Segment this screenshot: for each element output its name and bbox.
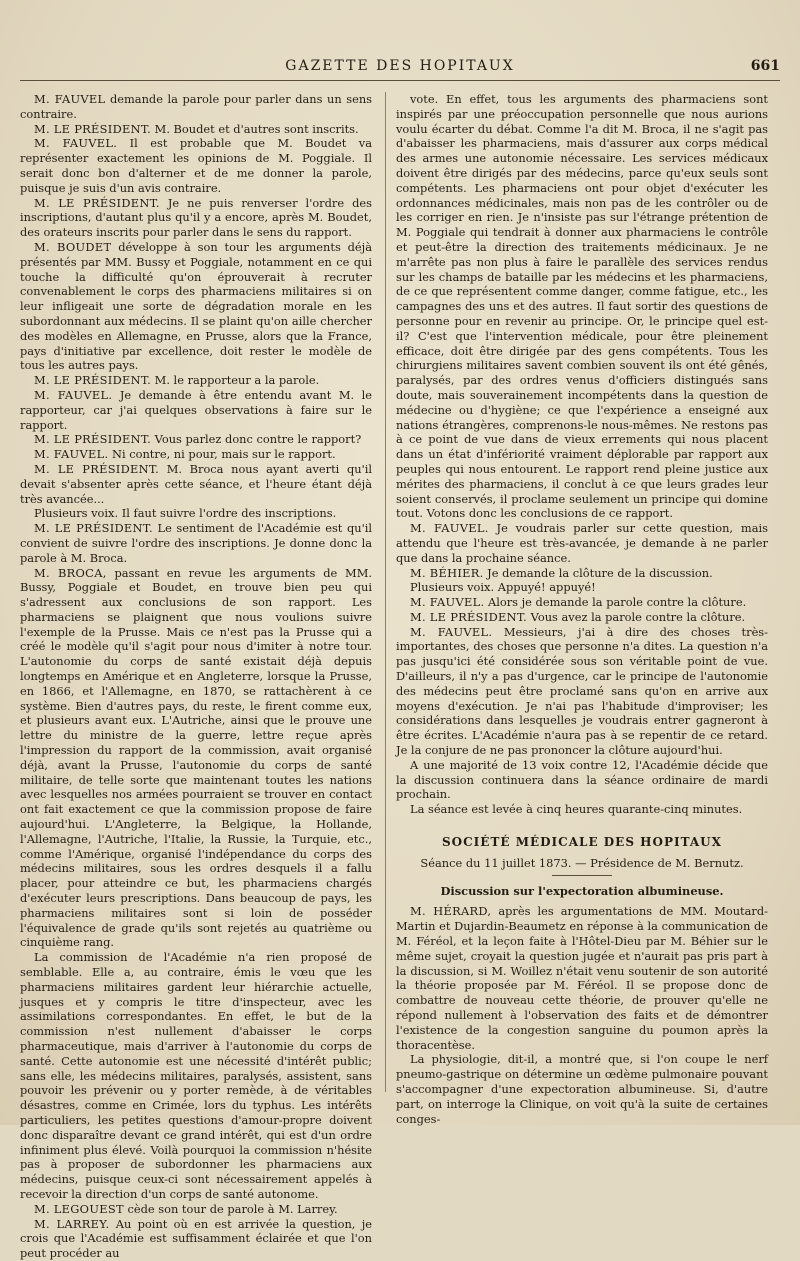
paragraph-text: cède son tour de parole à M. Larrey. bbox=[127, 1201, 338, 1216]
paragraph bbox=[20, 92, 372, 122]
speaker-name: M. LE PRÉSIDENT. bbox=[34, 461, 160, 476]
column-divider bbox=[385, 92, 386, 1092]
right-column bbox=[396, 92, 769, 1126]
society-session: Séance du 11 juillet 1873. — Présidence de M. Bernutz. bbox=[420, 855, 744, 870]
paragraph-text: La physiologie, dit-il, a montré que, si l'on coupe le nerf pneumo-gastrique on détermine un œdème pulmonaire pouvant s'accompagner d'une expectoration albumineuse. Si, d'autre part, on interroge la Clinique, on voit qu'à la suite de certaines conges- bbox=[396, 1052, 768, 1126]
paragraph-text: M. Broca nous ayant averti qu'il devait s'absenter après cette séance, et l'heure étant déjà très avancée... bbox=[20, 461, 372, 506]
paragraph-text: Il est probable que M. Boudet va représenter exactement les opinions de M. Poggiale. Il serait donc bon d'alterner et de me donner la parole, puisque je suis d'un avis contraire. bbox=[20, 136, 373, 195]
paragraph-text: Au point où en est arrivée la question, je crois que l'Académie est suffisamment éclairée et que l'on peut procéder au bbox=[20, 1216, 372, 1261]
left-column bbox=[20, 92, 373, 1261]
speaker-name: M. FAUVEL. bbox=[410, 624, 493, 639]
speaker-name: M. FAUVEL. bbox=[34, 447, 109, 462]
paragraph bbox=[20, 566, 372, 951]
running-title: GAZETTE DES HOPITAUX bbox=[285, 58, 515, 74]
paragraph bbox=[396, 758, 768, 802]
paragraph-text: M. le rapporteur a la parole. bbox=[154, 373, 320, 388]
paragraph bbox=[20, 432, 372, 447]
paragraph bbox=[396, 904, 768, 1052]
speaker-name: M. FAUVEL bbox=[34, 92, 106, 106]
speaker-name: M. BÉHIER. bbox=[410, 565, 484, 580]
paragraph-text: Vous parlez donc contre le rapport? bbox=[154, 432, 362, 447]
speaker-name: M. LARREY. bbox=[34, 1216, 110, 1231]
paragraph bbox=[20, 196, 372, 240]
paragraph bbox=[20, 240, 372, 373]
paragraph bbox=[20, 506, 372, 521]
right-column-text bbox=[396, 92, 768, 817]
paragraph-text: Messieurs, j'ai à dire des choses très-importantes, des choses que personne n'a dites. La question n'a pas jusqu'ici été considérée sous son véritable point de vue. D'ailleurs, il n'y a pas d'urgence, car le principe de l'autonomie des médecins peut être proclamé sans qu'on en arrive aux moyens d'exécution. Je n'ai pas l'habitude d'improviser; les considérations dans lesquelles je voudrais entrer gagneront à être écrites. L'Académie n'aura pas à se repentir de ce retard. Je la conjure de ne pas prononcer la clôture aujourd'hui. bbox=[396, 624, 769, 758]
speaker-name: M. BOUDET bbox=[34, 239, 112, 254]
section-rule bbox=[552, 875, 612, 876]
society-text bbox=[396, 904, 768, 1126]
speaker-name: M. LE PRÉSIDENT. bbox=[34, 432, 152, 447]
paragraph bbox=[20, 373, 372, 388]
speaker-name: M. LE PRÉSIDENT. bbox=[34, 521, 153, 536]
paragraph bbox=[396, 625, 768, 758]
paragraph-text: A une majorité de 13 voix contre 12, l'Académie décide que la discussion continuera dans la séance ordinaire de mardi prochain. bbox=[396, 757, 768, 802]
discussion-heading: Discussion sur l'expectoration albumineuse. bbox=[440, 883, 724, 898]
paragraph-text: La commission de l'Académie n'a rien proposé de semblable. Elle a, au contraire, émis le vœu que les pharmaciens militaires gardent leur hiérarchie actuelle, jusques et y compris le titre d'inspecteur, avec les assimilations correspondantes. En effet, le but de la commission n'est nullement d'abaisser le corps pharmaceutique, mais d'arriver à l'autonomie du corps de santé. Cette autonomie est une nécessité d'intérêt public; sans elle, les médecins militaires, paralysés, assistent, sans pouvoir les prévenir ou y porter remède, à de véritables désastres, comme en Crimée, lors du typhus. Les intérêts particuliers, les petites questions d'amour-propre doivent donc disparaître devant ce grand intérêt, qui est d'un ordre infiniment plus élevé. Voilà pourquoi la commission n'hésite pas à proposer de subordonner les pharmaciens aux médecins, puisque ceux-ci sont nécessairement appelés à recevoir la direction d'un corps de santé autonome. bbox=[20, 950, 372, 1201]
paragraph bbox=[396, 610, 768, 625]
paragraph bbox=[20, 950, 372, 1202]
paragraph bbox=[20, 136, 372, 195]
paragraph bbox=[20, 122, 372, 137]
paragraph bbox=[396, 566, 768, 581]
paragraph-text: Plusieurs voix. Appuyé! appuyé! bbox=[410, 580, 596, 595]
paragraph-text: Le sentiment de l'Académie est qu'il convient de suivre l'ordre des inscriptions. Je donne donc la parole à M. Broca. bbox=[20, 521, 372, 565]
paragraph-text: développe à son tour les arguments déjà présentés par MM. Bussy et Poggiale, notamment en ce qui touche la difficulté qu'on éprouverait à recruter convenablement le corps des pharmaciens militaires si on leur infligeait une sorte de dégradation morale en les subordonnant aux médecins. Il se plaint qu'on aille chercher des modèles en Allemagne, en Prusse, alors que la France, pays d'initiative par excellence, doit rester le modèle de tous les autres pays. bbox=[20, 239, 372, 373]
paragraph-text: vote. En effet, tous les arguments des pharmaciens sont inspirés par une préoccupation personnelle que nous aurions voulu écarter du débat. Comme l'a dit M. Broca, il ne s'agit pas d'abaisser les pharmaciens, mais d'assurer aux corps médical des armes une autonomie nécessaire. Les services médicaux doivent être dirigés par des médecins, parce qu'eux seuls sont compétents. Les pharmaciens ont pour objet d'exécuter les ordonnances médicinales, mais non pas de les contrôler ou de les corriger en rien. Je n'insiste pas sur l'étrange prétention de M. Poggiale qui tendrait à donner aux pharmaciens le contrôle et peut-être la direction des traitements médicinaux. Je ne m'arrête pas non plus à faire le parallèle des services rendus sur les champs de bataille par les médecins et les pharmaciens, de ce que représentent comme danger, comme fatigue, etc., les campagnes des uns et des autres. Il faut sortir des questions de personne pour en revenir au principe. Or, le principe quel est-il? C'est que l'intervention médicale, pour être pleinement efficace, doit être dirigée par des gens compétents. Tous les chirurgiens militaires savent combien souvent ils ont été gênés, paralysés, par des ordres venus d'officiers distingués sans doute, mais souverainement incompétents dans la question de médecine ou d'hygiène; ce que l'expérience a enseigné aux nations étrangères, comprenons-le nous-mêmes. Ne restons pas à ce point de vue dans de vieux errements qui nous placent dans un état d'infériorité vraiment déplorable par rapport aux peuples qui nous entourent. Le rapport rend pleine justice aux mérites des pharmaciens, il conclut à ce que leurs grades leur soient conservés, il proclame seulement un principe qui domine tout. Votons donc les conclusions de ce rapport. bbox=[396, 92, 768, 521]
speaker-name: M. LE PRÉSIDENT. bbox=[34, 373, 152, 388]
paragraph-text: Alors je demande la parole contre la clôture. bbox=[488, 595, 747, 610]
speaker-name: M. LEGOUEST bbox=[34, 1201, 124, 1216]
page-number: 661 bbox=[750, 58, 780, 74]
speaker-name: M. HÉRARD, bbox=[410, 904, 492, 919]
paragraph bbox=[20, 1217, 372, 1261]
paragraph bbox=[396, 1052, 768, 1126]
speaker-name: M. FAUVEL. bbox=[410, 521, 489, 536]
speaker-name: M. BROCA, bbox=[34, 565, 107, 580]
paragraph-text: demande la parole pour parler dans un sens contraire. bbox=[20, 92, 372, 121]
speaker-name: M. FAUVEL. bbox=[34, 387, 113, 402]
paragraph bbox=[20, 388, 372, 432]
paragraph-text: Je ne puis renverser l'ordre des inscriptions, d'autant plus qu'il y a encore, après M. Boudet, des orateurs inscrits pour parler dans le sens du rapport. bbox=[20, 195, 372, 240]
paragraph-text: M. Boudet et d'autres sont inscrits. bbox=[154, 121, 359, 136]
paragraph-text: Je demande à être entendu avant M. le rapporteur, car j'ai quelques observations à faire sur le rapport. bbox=[20, 387, 373, 432]
paragraph-text: passant en revue les arguments de MM. Bussy, Poggiale et Boudet, en trouve bien peu qui s'adressent aux conclusions de son rapport. Les pharmaciens se plaignent que nous voulions suivre l'exemple de la Prusse. Mais ce n'est pas la Prusse qui a créé le modèle qu'il s'agit pour nous d'imiter à notre tour. L'autonomie du corps de santé existait déjà depuis longtemps en Amérique et en Angleterre, lorsque la Prusse, en 1866, et l'Allemagne, en 1870, se rattachèrent à ce système. Bien d'autres pays, du reste, le firent comme eux, et plusieurs avant eux. L'Autriche, ainsi que le prouve une lettre du ministre de la guerre, lettre reçue après l'impression du rapport de la commission, avait organisé déjà, avant la Prusse, l'autonomie du corps de santé militaire, de telle sorte que maintenant toutes les nations avec lesquelles nos armées pourraient se trouver en contact ont fait exactement ce que la commission propose de faire aujourd'hui. L'Angleterre, la Belgique, la Hollande, l'Allemagne, l'Autriche, l'Italie, la Russie, la Turquie, etc., comme l'Amérique, organisé l'indépendance du corps des médecins militaires, sous les ordres desquels il a fallu placer, pour atteindre ce but, les pharmaciens chargés d'exécuter leurs prescriptions. Dans beaucoup de pays, les pharmaciens militaires sont si loin de posséder l'équivalence de grade qu'ils sont rejetés au quatrième ou cinquième rang. bbox=[20, 565, 373, 950]
paragraph bbox=[396, 595, 768, 610]
paragraph bbox=[20, 462, 372, 506]
paragraph-text: après les argumentations de MM. Moutard-Martin et Dujardin-Beaumetz en réponse à la communication de M. Féréol, et la leçon faite à l'Hôtel-Dieu par M. Béhier sur le même sujet, croyait la question jugée et n'aurait pas pris part à la discussion, si M. Woillez n'était venu soutenir de son autorité la théorie proposée par M. Féréol. Il se propose donc de combattre de nouveau cette théorie, de prouver qu'elle ne répond nullement à l'observation des faits et de démontrer l'existence de la congestion sanguine du poumon après la thoracentèse. bbox=[396, 904, 769, 1052]
speaker-name: M. FAUVEL. bbox=[410, 595, 485, 610]
paragraph bbox=[396, 802, 768, 817]
paragraph bbox=[396, 521, 768, 565]
society-title: SOCIÉTÉ MÉDICALE DES HOPITAUX bbox=[442, 835, 722, 850]
paragraph-text: Je voudrais parler sur cette question, mais attendu que l'heure est très-avancée, je demande à ne parler que dans la prochaine séance. bbox=[396, 521, 768, 565]
paragraph bbox=[396, 580, 768, 595]
paragraph bbox=[20, 521, 372, 565]
paragraph-text: La séance est levée à cinq heures quarante-cinq minutes. bbox=[410, 802, 743, 817]
speaker-name: M. FAUVEL. bbox=[34, 136, 118, 151]
paragraph bbox=[20, 1202, 372, 1217]
paragraph bbox=[20, 447, 372, 462]
page-header bbox=[20, 58, 780, 81]
speaker-name: M. LE PRÉSIDENT. bbox=[34, 195, 160, 210]
speaker-name: M. LE PRÉSIDENT. bbox=[410, 609, 528, 624]
paragraph bbox=[396, 92, 768, 521]
paragraph-text: Vous avez la parole contre la clôture. bbox=[530, 609, 746, 624]
paragraph-text: Ni contre, ni pour, mais sur le rapport. bbox=[112, 447, 336, 462]
speaker-name: M. LE PRÉSIDENT. bbox=[34, 121, 152, 136]
paragraph-text: Je demande la clôture de la discussion. bbox=[487, 565, 713, 580]
paragraph-text: Plusieurs voix. Il faut suivre l'ordre des inscriptions. bbox=[34, 506, 337, 521]
